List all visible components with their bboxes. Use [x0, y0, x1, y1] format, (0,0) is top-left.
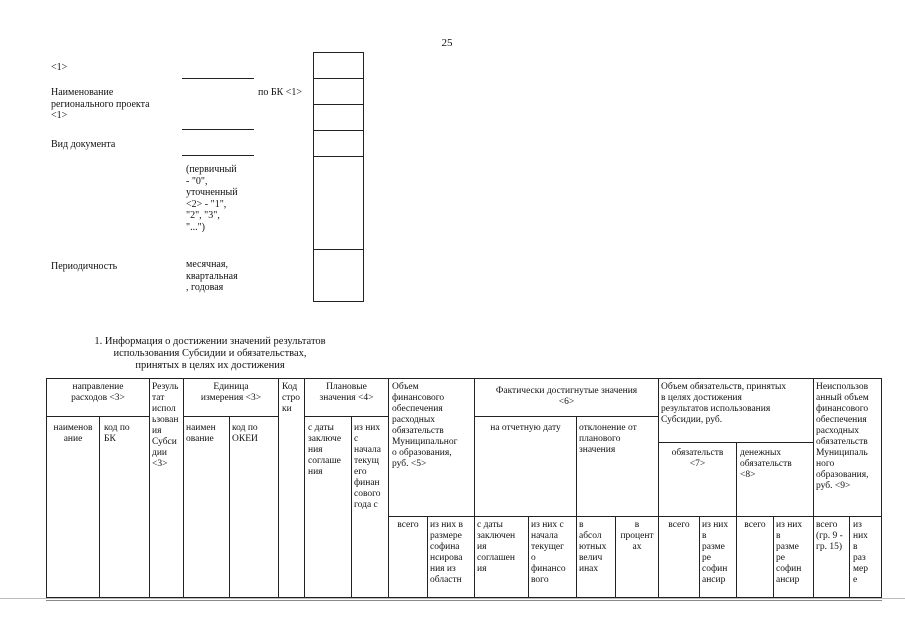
th-actual-values: Фактически достигнутые значения <6>: [495, 386, 638, 407]
scan-edge-line: [0, 598, 905, 599]
code-box-divider: [313, 156, 364, 157]
periodicity-value: месячная, квартальная , годовая: [186, 259, 238, 293]
table-hline: [304, 416, 388, 417]
th-obligations-monetary-cofinancing: из них в разме ре софин ансир: [776, 520, 803, 585]
table-hline: [388, 516, 882, 517]
th-deviation: отклонение от планового значения: [579, 423, 637, 455]
th-unit-okei: код по ОКЕИ: [232, 423, 258, 444]
th-direction-name: наименов ание: [53, 423, 93, 444]
table-vline: [576, 416, 577, 598]
table-vline: [149, 378, 150, 598]
th-planned-from-date: с даты заключе ния соглаше ния: [308, 423, 342, 477]
table-vline: [528, 516, 529, 598]
document-type-label: Вид документа: [51, 139, 116, 150]
table-vline: [699, 516, 700, 598]
th-planned-current-year: из них с начала текущ его финан сового года с: [354, 423, 381, 510]
th-funding-total: всего: [397, 520, 419, 530]
code-box-divider: [313, 78, 364, 79]
th-obligations-legal-cofinancing: из них в разме ре софин ансир: [702, 520, 729, 585]
th-obligations-legal: обязательств <7>: [671, 448, 724, 469]
th-unit: Единица измерения <3>: [200, 382, 262, 403]
table-vline: [773, 516, 774, 598]
code-box-divider: [313, 249, 364, 250]
table-vline: [388, 378, 389, 598]
code-box-divider: [313, 130, 364, 131]
th-obligations-monetary-total: всего: [744, 520, 766, 530]
th-obligations: Объем обязательств, принятых в целях достижения результатов использования Субсидии, руб.: [661, 382, 787, 425]
document-type-hint: (первичный - "0", уточненный <2> - "1", "2", "3", "..."): [186, 164, 238, 233]
th-actual-from-date: с даты заключен ия соглашен ия: [477, 520, 516, 574]
th-deviation-percent: в процент ах: [620, 520, 654, 552]
th-result: Резуль тат испол ьзован ия Субси дии <3>: [152, 382, 179, 469]
code-box-column: [313, 52, 364, 302]
code-box-divider: [313, 104, 364, 105]
bk-code-label: по БК <1>: [258, 87, 303, 98]
th-obligations-monetary: денежных обязательств <8>: [740, 448, 792, 480]
table-vline: [351, 416, 352, 598]
table-vline: [849, 516, 850, 598]
table-vline: [99, 416, 100, 598]
page-number: 25: [441, 37, 453, 49]
table-vline: [658, 378, 659, 598]
regional-project-label: Наименование регионального проекта <1>: [51, 87, 150, 121]
th-direction-bk: код по БК: [104, 423, 130, 444]
th-line-code: Код стро ки: [282, 382, 300, 414]
table-vline: [474, 378, 475, 598]
table-vline: [427, 516, 428, 598]
table-vline: [813, 378, 814, 598]
document-type-hint-underline: [182, 155, 254, 156]
table-vline: [278, 378, 279, 598]
table-hline: [46, 416, 149, 417]
th-direction: направление расходов <3>: [71, 382, 125, 403]
th-actual-current-year: из них с начала текущег о финансо вого: [531, 520, 566, 585]
th-unused-part: из них в раз мер е: [853, 520, 868, 585]
periodicity-label: Периодичность: [51, 261, 118, 272]
th-funding-volume: Объем финансового обеспечения расходных обязательств Муниципальног о образования, руб. <5>: [392, 382, 458, 469]
table-hline: [658, 442, 813, 443]
th-funding-cofinancing: из них в размере софина нсирова ния из областн: [430, 520, 463, 585]
table-vline: [183, 378, 184, 598]
table-bottom-extra: [46, 600, 882, 601]
table-hline: [474, 416, 658, 417]
document-type-underline: [182, 129, 254, 130]
th-deviation-absolute: в абсол ютных велич инах: [579, 520, 607, 574]
th-unused-volume: Неиспользов анный объем финансового обеспечения расходных обязательств Муниципаль ного образования, руб. <9>: [816, 382, 869, 491]
th-unit-name: наимен ование: [186, 423, 216, 444]
project-name-underline: [182, 78, 254, 79]
footnote-1-label: <1>: [51, 62, 68, 73]
th-actual-report-date: на отчетную дату: [490, 423, 561, 433]
th-unused-total: всего (гр. 9 - гр. 15): [816, 520, 843, 552]
th-obligations-legal-total: всего: [668, 520, 690, 530]
table-hline: [183, 416, 278, 417]
th-planned: Плановые значения <4>: [319, 382, 374, 403]
section-title: 1. Информация о достижении значений результатов использования Субсидии и обязательствах, принятых в целях их достижения: [94, 336, 326, 371]
table-vline: [304, 378, 305, 598]
table-vline: [229, 416, 230, 598]
results-table: [46, 378, 882, 603]
